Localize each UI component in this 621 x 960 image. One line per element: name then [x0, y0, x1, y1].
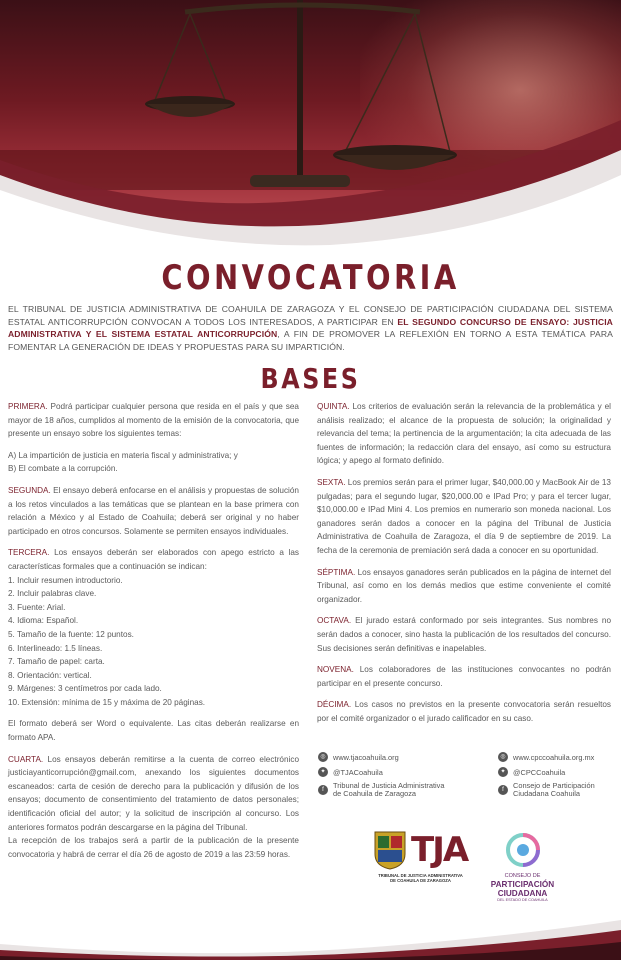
base-text: El jurado estará conformado por seis integrantes. Sus nombres no serán dados a conocer, sino hasta la publicación de los resultados del concurso. Sus decisiones serán definitivas e inapelables.: [317, 616, 611, 653]
cpc-logo-line3: CIUDADANA: [497, 888, 548, 898]
tja-website-link[interactable]: www.tjacoahuila.org: [333, 752, 399, 762]
cpc-logo-line2: PARTICIPACIÓN: [490, 879, 555, 889]
tja-logo-caption: [373, 873, 468, 883]
twitter-icon: ✦: [318, 767, 328, 777]
list-item: 5. Tamaño de la fuente: 12 puntos.: [8, 629, 134, 639]
facebook-icon: f: [318, 785, 328, 795]
tja-logo-text: TJA: [411, 830, 468, 870]
hero-curve: [0, 0, 621, 250]
base-text: El ensayo deberá enfocarse en el análisis y propuestas de solución a los retos vinculados a las temáticas que se plantean en la base primera con relación a México y al Estado de Coahuila; deberá ser original y no haber participado en otros concursos. Solamente se permiten ensayos individuales.: [8, 485, 299, 536]
base-octava: [317, 614, 611, 655]
cpc-logo: [490, 832, 555, 903]
hero-scales-image: [0, 0, 621, 250]
base-primera: [8, 400, 299, 441]
tercera-formato: El formato deberá ser Word o equivalente. Las citas deberán realizarse en formato APA.: [8, 719, 299, 743]
tja-twitter-link[interactable]: @TJACoahuila: [333, 767, 383, 777]
facebook-name-line: Ciudadana Coahuila: [513, 789, 580, 798]
cpc-website-link[interactable]: www.cpccoahuila.org.mx: [513, 752, 595, 762]
base-label: CUARTA.: [8, 754, 44, 764]
base-text: Los casos no previstos en la presente convocatoria serán resueltos por el comité organizador o el jurado calificador en su caso.: [317, 700, 611, 723]
cpc-logo-icon: [501, 832, 545, 868]
base-text: Podrá participar cualquier persona que resida en el país y que sea mayor de 18 años, cumplidos al momento de la emisión de la convocatoria, que presente un ensayo sobre los siguientes temas:: [8, 402, 299, 439]
base-text: Los premios serán para el primer lugar, $40,000.00 y MacBook Air de 13 pulgadas; para el segundo lugar, $20,000.00 e IPad Pro; y para el tercer lugar, $10,000.00 e IPad Mini 4. Los premios en numerario son moneda nacional. Los ganadores serán dados a conocer en la página del Tribunal de Justicia Administrativa de Coahuila de Zaragoza, el día 9 de septiembre de 2019. La fecha de la ceremonia de premiación será dada a conocer en su oportunidad.: [317, 477, 611, 555]
base-label: PRIMERA.: [8, 402, 48, 411]
base-sexta: [317, 476, 611, 558]
base-text: Los criterios de evaluación serán la relevancia de la problemática y el análisis realizado; el alcance de la propuesta de solución; la originalidad y relevancia del tema; la pertinencia de la argumentación; la cita adecuada de las fuentes de información; la redacción clara del ensayo, así como su estructura lógica; y apego al formato definido.: [317, 402, 611, 466]
list-item: 6. Interlineado: 1.5 líneas.: [8, 643, 103, 653]
contact-twitter: [318, 767, 444, 777]
intro-text-end: , A FIN DE PROMOVER LA REFLEXIÓN EN TORNO A ESTA TEMÁTICA PARA FOMENTAR LA GENERACIÓN DE IDEAS Y PROPUESTAS PARA SU IMPARTICIÓN.: [8, 329, 613, 352]
contacts-tja: [318, 752, 444, 803]
tja-logo-mark: [373, 830, 468, 870]
list-item: 4. Idioma: Español.: [8, 616, 79, 626]
facebook-name-line: Consejo de Participación: [513, 781, 595, 790]
facebook-icon: f: [498, 785, 508, 795]
base-label: SEGUNDA.: [8, 485, 51, 495]
facebook-name-line: de Coahuila de Zaragoza: [333, 789, 416, 798]
facebook-name-line: Tribunal de Justicia Administrativa: [333, 781, 445, 790]
contact-twitter: [498, 767, 595, 777]
page-title: CONVOCATORIA: [161, 258, 460, 298]
base-label: TERCERA.: [8, 548, 50, 558]
base-label: QUINTA.: [317, 402, 350, 411]
bases-right-column: [317, 400, 611, 733]
tja-caption-line: DE COAHUILA DE ZARAGOZA: [390, 878, 451, 883]
contact-web: [498, 752, 595, 762]
base-label: OCTAVA.: [317, 616, 352, 626]
list-item: 1. Incluir resumen introductorio.: [8, 575, 123, 585]
tercera-requirements: [8, 574, 299, 710]
base-label: SEXTA.: [317, 477, 346, 487]
list-item: A) La impartición de justicia en materia fiscal y administrativa; y: [8, 450, 238, 460]
intro-highlight: EL SEGUNDO CONCURSO DE ENSAYO: JUSTICIA ADMINISTRATIVA Y EL SISTEMA ESTATAL ANTICORRUPCIÓN: [8, 316, 613, 340]
list-item: 10. Extensión: mínima de 15 y máxima de 20 páginas.: [8, 697, 206, 707]
list-item: 8. Orientación: vertical.: [8, 670, 92, 680]
tja-caption-line: TRIBUNAL DE JUSTICIA ADMINISTRATIVA: [378, 873, 463, 878]
cpc-twitter-link[interactable]: @CPCCoahuila: [513, 767, 566, 777]
base-cuarta: [8, 753, 299, 835]
base-label: DÉCIMA.: [317, 700, 352, 710]
list-item: 3. Fuente: Arial.: [8, 602, 66, 612]
bases-left-column: [8, 400, 299, 869]
footer-wave: [0, 910, 621, 960]
tja-facebook-link[interactable]: [333, 782, 444, 798]
contact-web: [318, 752, 444, 762]
cuarta-deadline: La recepción de los trabajos será a partir de la publicación de la presente convocatoria y habrá de cerrar el día 26 de agosto de 2019 a las 23:59 horas.: [8, 836, 299, 859]
base-novena: [317, 663, 611, 690]
globe-icon: ◎: [318, 752, 328, 762]
base-text: Los ensayos deberán remitirse a la cuenta de correo electrónico justiciayanticorrupción@gmail.com, anexando los siguientes documentos escaneados: carta de cesión de derecho para la publicación y difusión de los ensayos; documento de consentimiento del tratamiento de datos personales; identificación oficial del autor; y la solicitud de inscripción al concurso. Los anteriores formatos podrán descargarse en la página del Tribunal.: [8, 754, 299, 832]
list-item: 7. Tamaño de papel: carta.: [8, 657, 105, 667]
base-quinta: [317, 400, 611, 468]
list-item: B) El combate a la corrupción.: [8, 464, 118, 474]
base-decima: [317, 698, 611, 725]
base-label: NOVENA.: [317, 665, 354, 675]
base-segunda: [8, 484, 299, 538]
base-text: Los ensayos ganadores serán publicados en la página de internet del Tribunal, así como en los demás medios que estime conveniente el comité organizador.: [317, 567, 611, 604]
contacts-cpc: [498, 752, 595, 803]
twitter-icon: ✦: [498, 767, 508, 777]
cpc-logo-line4: DEL ESTADO DE COAHUILA: [497, 897, 548, 902]
bases-title: BASES: [260, 362, 361, 395]
list-item: 9. Márgenes: 3 centímetros por cada lado.: [8, 684, 162, 694]
intro-paragraph: [8, 303, 613, 353]
contact-facebook: [498, 782, 595, 798]
coahuila-coat-of-arms-icon: [373, 830, 407, 870]
cpc-facebook-link[interactable]: [513, 782, 595, 798]
base-text: Los ensayos deberán ser elaborados con apego estricto a las características formales que a continuación se indican:: [8, 548, 299, 571]
primera-topics: [8, 449, 299, 476]
list-item: 2. Incluir palabras clave.: [8, 589, 97, 599]
contact-facebook: [318, 782, 444, 798]
base-text: Los colaboradores de las instituciones convocantes no podrán participar en el presente concurso.: [317, 665, 611, 688]
tja-logo: [373, 830, 468, 883]
globe-icon: ◎: [498, 752, 508, 762]
intro-text-start: EL TRIBUNAL DE JUSTICIA ADMINISTRATIVA DE COAHUILA DE ZARAGOZA Y EL CONSEJO DE PARTICIPACIÓN CIUDADANA DEL SISTEMA ESTATAL ANTICORRUPCIÓN CONVOCAN A TODOS LOS INTERESADOS, A PARTICIPAR EN: [8, 304, 613, 327]
base-label: SÉPTIMA.: [317, 567, 356, 577]
cpc-logo-line1: CONSEJO DE: [504, 873, 541, 879]
base-septima: [317, 566, 611, 607]
base-tercera: [8, 546, 299, 573]
